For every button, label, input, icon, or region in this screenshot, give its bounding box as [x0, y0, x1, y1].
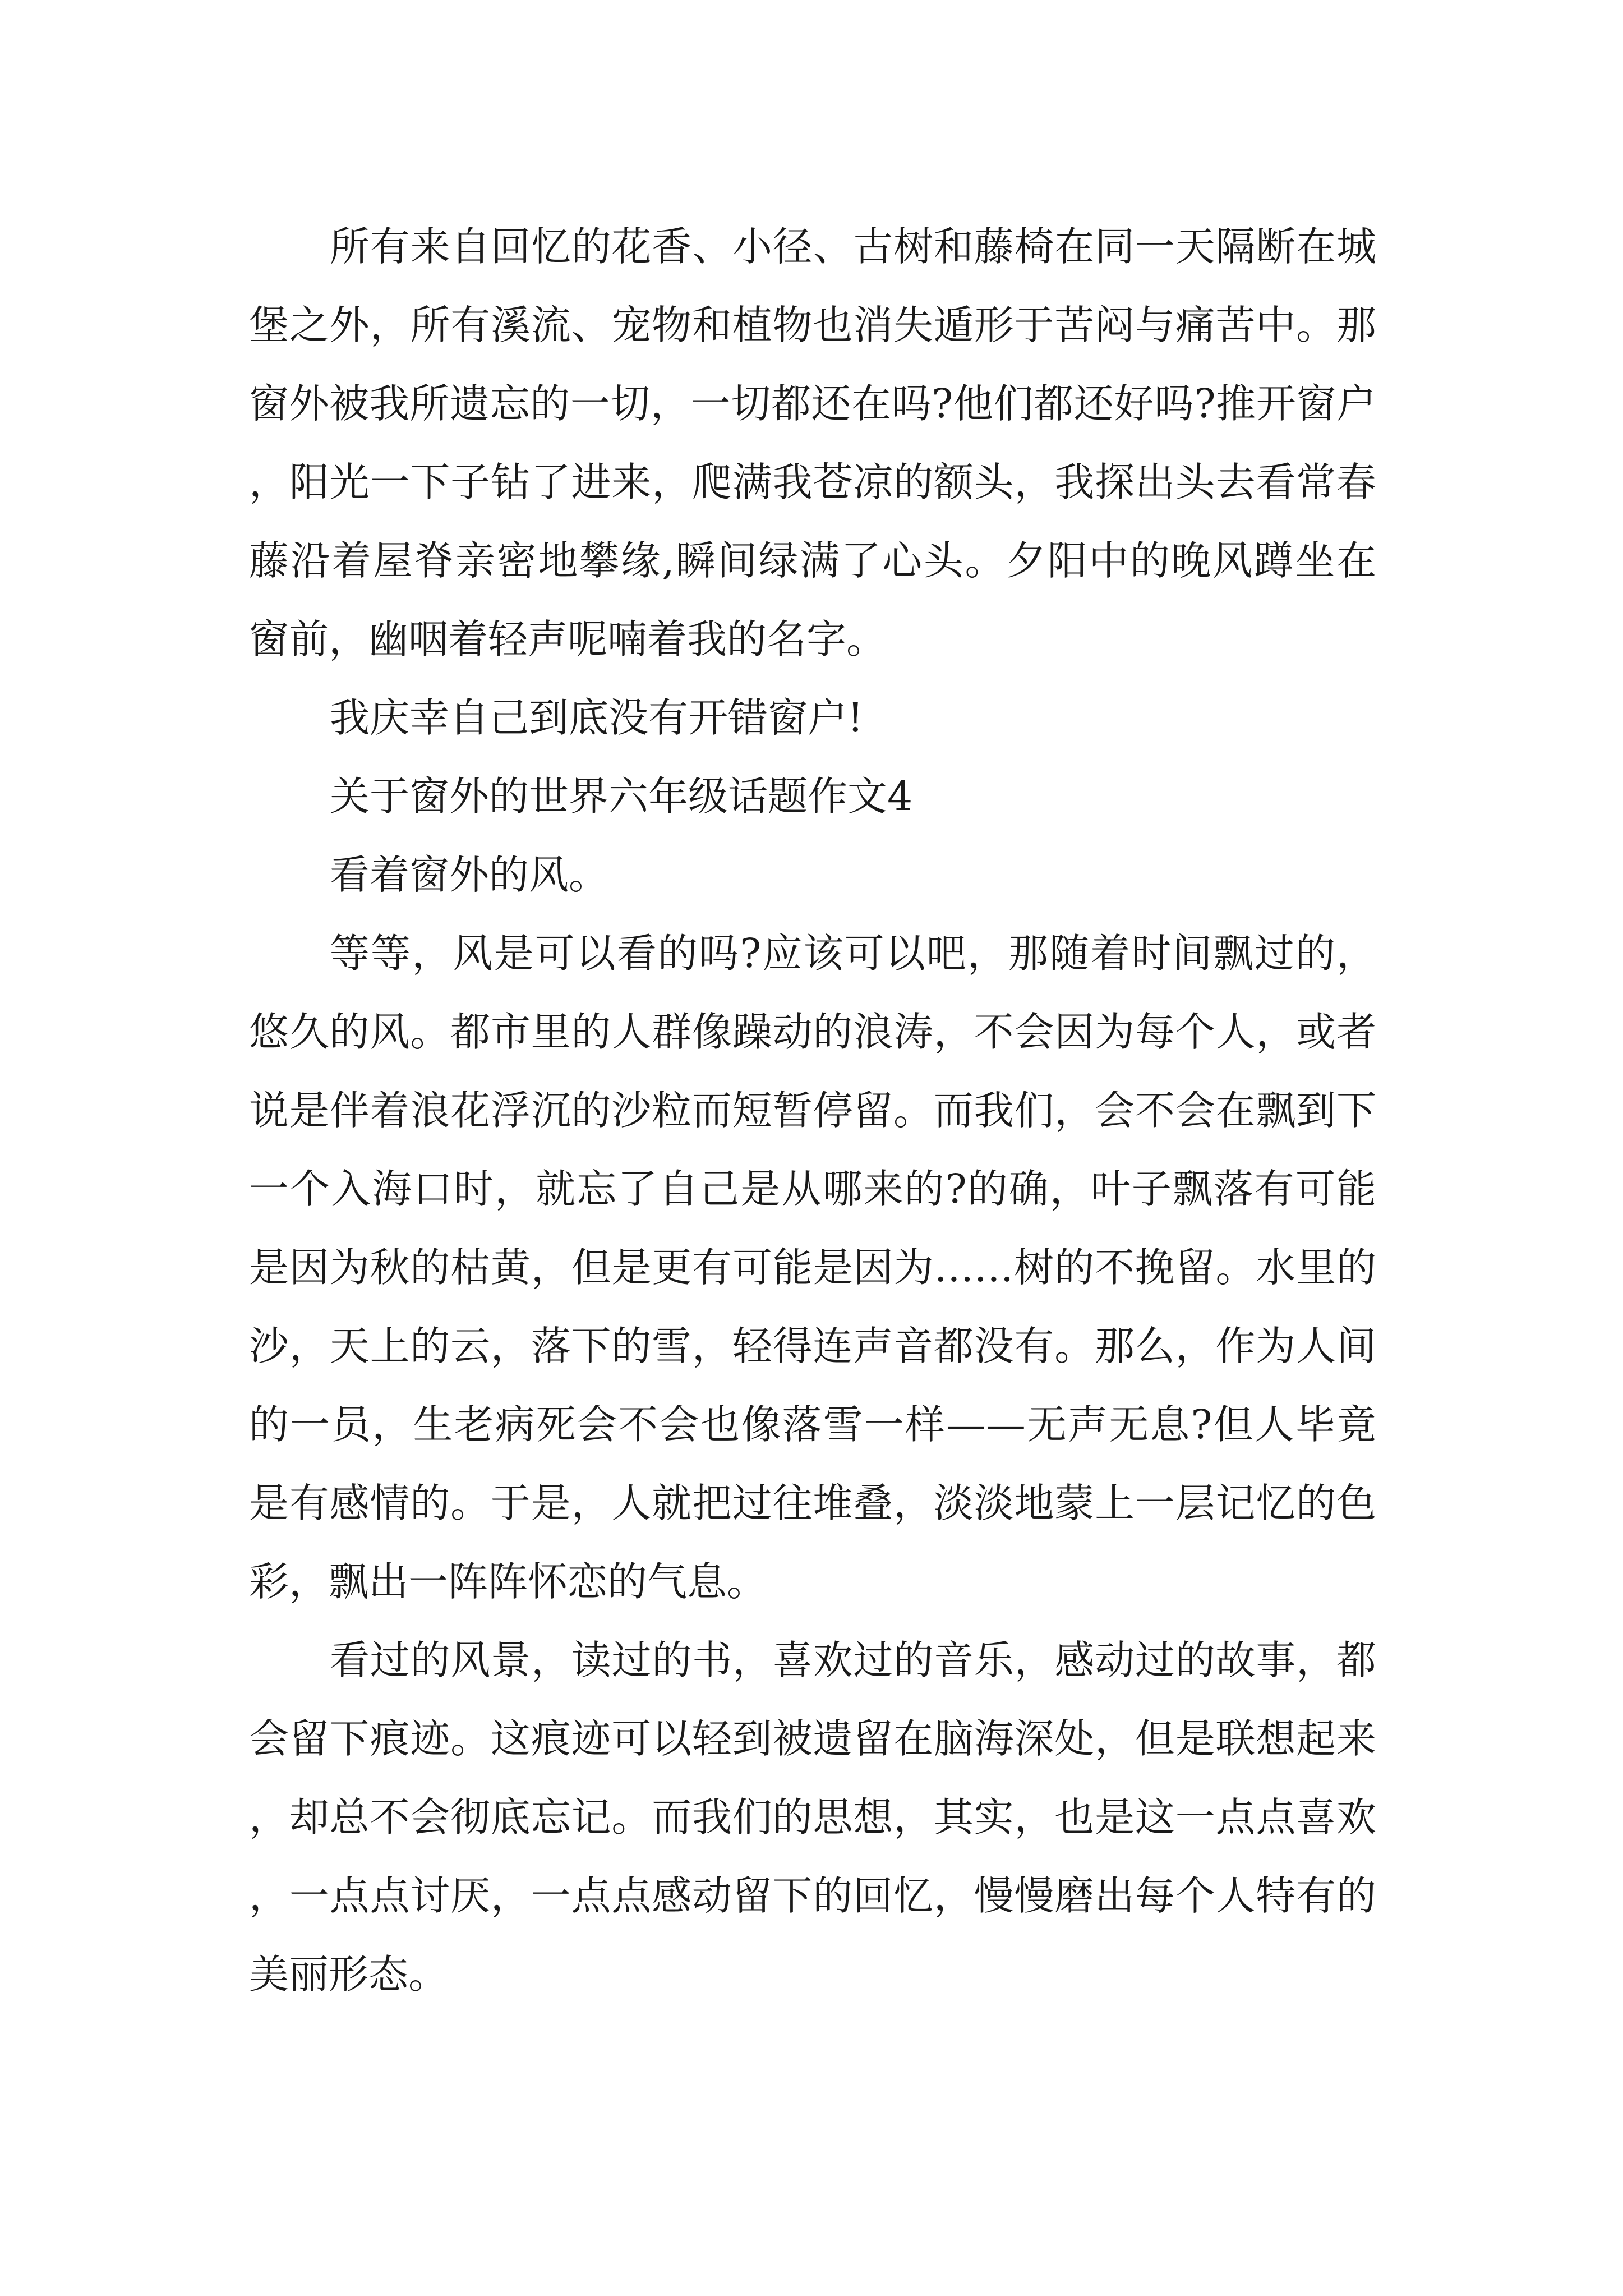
essay-heading: 关于窗外的世界六年级话题作文4: [330, 773, 913, 820]
document-body: [249, 208, 1376, 2014]
paragraph-5: 看过的风景，读过的书，喜欢过的音乐，感动过的故事，都会留下痕迹。这痕迹可以轻到被遗留在脑海深处，但是联想起来，却总不会彻底忘记。而我们的思想，其实，也是这一点点喜欢，一点点讨厌，一点点感动留下的回忆，慢慢磨出每个人特有的美丽形态。: [249, 1637, 1376, 1998]
paragraph-1: 所有来自回忆的花香、小径、古树和藤椅在同一天隔断在城堡之外，所有溪流、宠物和植物也消失遁形于苦闷与痛苦中。那窗外被我所遗忘的一切，一切都还在吗?他们都还好吗?推开窗户，阳光一下子钻了进来，爬满我苍凉的额头，我探出头去看常春藤沿着屋脊亲密地攀缘,瞬间绿满了心头。夕阳中的晚风蹲坐在窗前，幽咽着轻声呢喃着我的名字。: [249, 223, 1376, 662]
paragraph-3: 看着窗外的风。: [330, 852, 609, 898]
paragraph-2: 我庆幸自己到底没有开错窗户!: [330, 694, 864, 741]
paragraph-4: 等等，风是可以看的吗?应该可以吧，那随着时间飘过的，悠久的风。都市里的人群像躁动的浪涛，不会因为每个人，或者说是伴着浪花浮沉的沙粒而短暂停留。而我们，会不会在飘到下一个入海口时，就忘了自己是从哪来的?的确，叶子飘落有可能是因为秋的枯黄，但是更有可能是因为……树的不挽留。水里的沙，天上的云，落下的雪，轻得连声音都没有。那么，作为人间的一员，生老病死会不会也像落雪一样——无声无息?但人毕竟是有感情的。于是，人就把过往堆叠，淡淡地蒙上一层记忆的色彩，飘出一阵阵怀恋的气息。: [249, 930, 1376, 1605]
